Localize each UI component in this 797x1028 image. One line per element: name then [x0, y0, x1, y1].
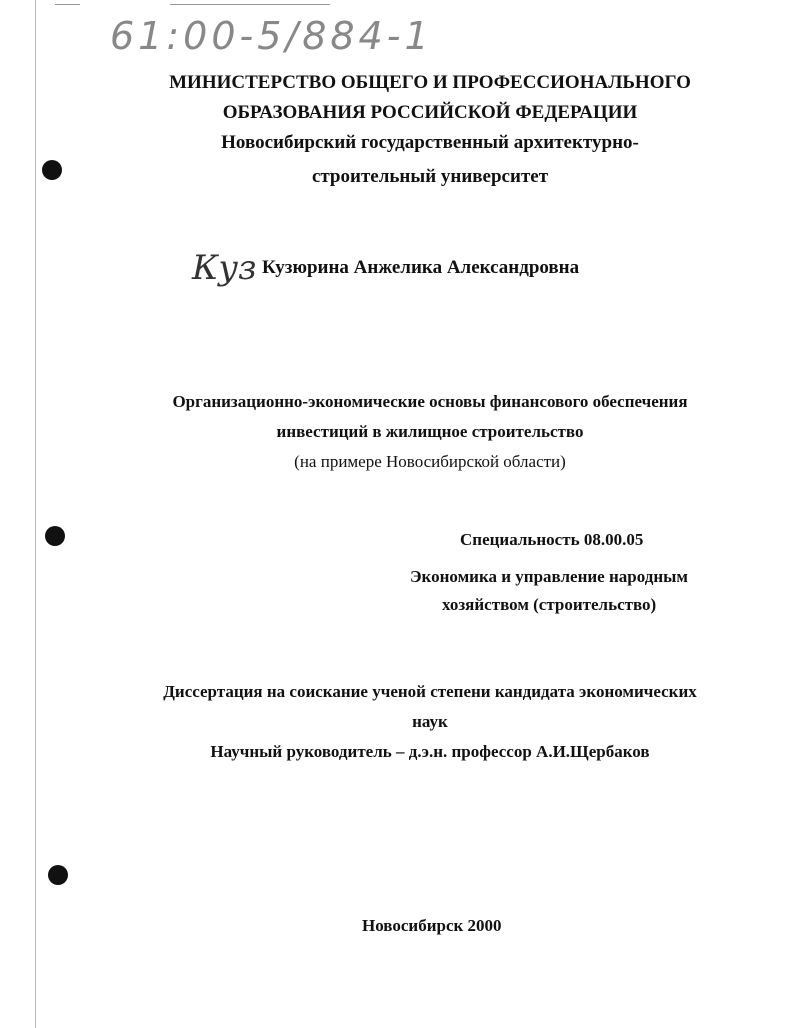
supervisor: Научный руководитель – д.э.н. профессор А.И.Щербаков [210, 742, 650, 761]
city-year: Новосибирск 2000 [362, 916, 502, 935]
university-line-2: строительный университет [311, 166, 549, 187]
thesis-title-line-1: Организационно-экономические основы финансового обеспечения [172, 392, 688, 411]
specialty-name-line-2: хозяйством (строительство) [442, 595, 657, 614]
scan-artifact [170, 4, 330, 5]
degree-line-1: Диссертация на соискание ученой степени кандидата экономических [163, 682, 697, 701]
punch-hole [45, 526, 65, 546]
thesis-title-line-2: инвестиций в жилищное строительство [276, 422, 584, 441]
archive-number-handwritten: 61:00-5/884-1 [110, 14, 433, 58]
ministry-line-2: ОБРАЗОВАНИЯ РОССИЙСКОЙ ФЕДЕРАЦИИ [222, 102, 638, 123]
scan-artifact [55, 4, 80, 5]
punch-hole [48, 865, 68, 885]
thesis-subtitle: (на примере Новосибирской области) [294, 452, 566, 471]
scan-edge [35, 0, 36, 1028]
university-line-1: Новосибирский государственный архитектурно- [221, 132, 639, 153]
specialty-code: Специальность 08.00.05 [460, 530, 644, 549]
author-signature: Куз [192, 248, 257, 288]
ministry-line-1: МИНИСТЕРСТВО ОБЩЕГО И ПРОФЕССИОНАЛЬНОГО [169, 72, 691, 93]
author-name: Кузюрина Анжелика Александровна [262, 257, 580, 278]
specialty-name-line-1: Экономика и управление народным [410, 567, 688, 586]
degree-line-2: наук [412, 712, 448, 731]
